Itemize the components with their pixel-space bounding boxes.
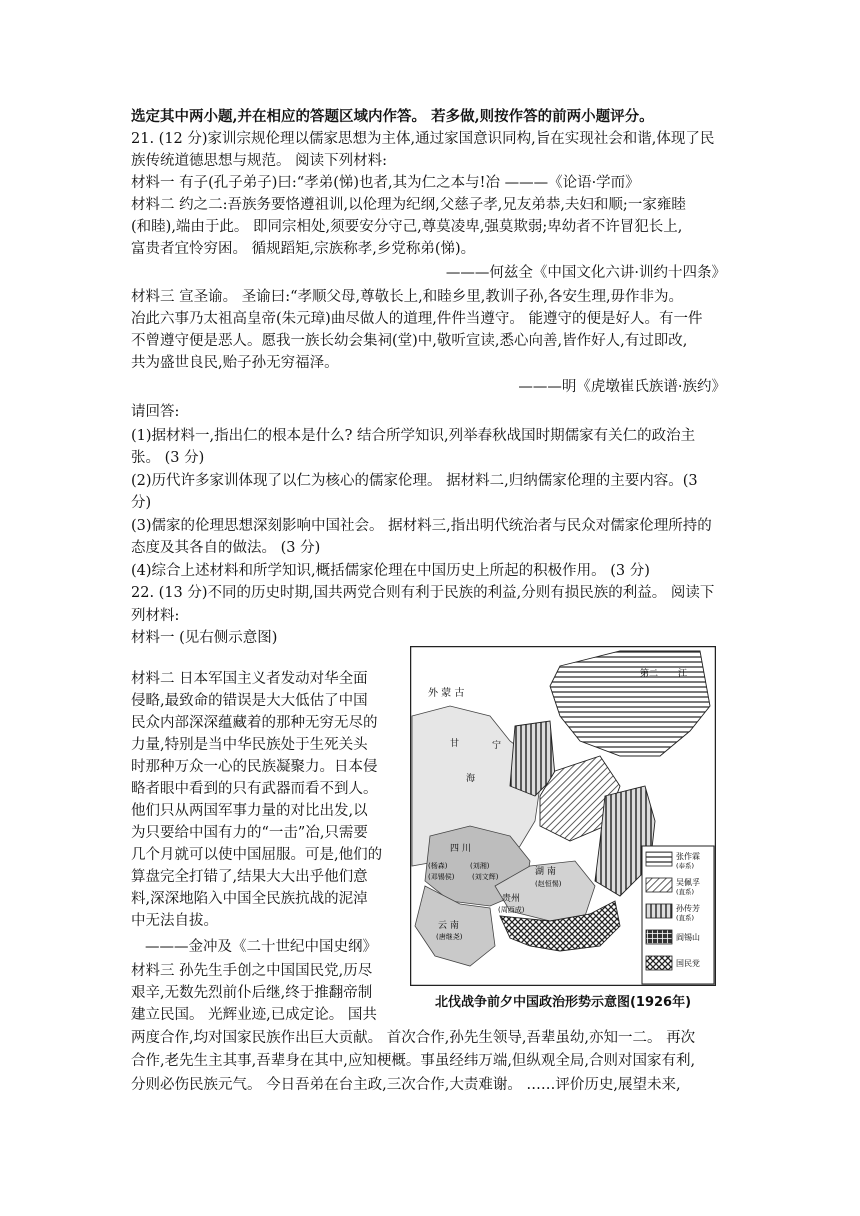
text-line: 侵略,最致命的错误是大大低估了中国 [131,693,368,709]
text-line: 冶此六事乃太祖高皇帝(朱元璋)曲尽做人的道理,件件当遵守。 能遵守的便是好人。有一件 [131,311,703,327]
text-line: (和睦),端由于此。 即同宗相处,须要安分守己,尊莫凌卑,强莫欺弱;卑幼者不许冒犯长上, [131,219,683,235]
label-yunnan: 云 南 [438,921,459,931]
material-2-line: 材料二 约之二:吾族务要恪遵祖训,以伦理为纪纲,父慈子孝,兄友弟恭,夫妇和顺;一家雍睦 [131,197,686,213]
label-tangjiyao: (唐继尧) [436,933,463,941]
q22-heading: 22. (13 分)不同的历史时期,国共两党合则有利于民族的利益,分则有损民族的利益。 阅读下 [131,585,715,601]
legend-name: 张作霖 [676,852,700,861]
label-zhouxicheng: (周西成) [498,906,525,914]
material-3-left: 材料三 孙先生手创之中国国民党,历尽 [131,963,373,979]
label-zhaohengti: (赵恒惕) [535,880,562,888]
material-1-ref: 材料一 (见右侧示意图) [131,630,278,646]
subquestion-1: (1)据材料一,指出仁的根本是什么? 结合所学知识,列举春秋战国时期儒家有关仁的政治主 [131,428,696,444]
label-liuxiang: (刘湘) [470,862,490,870]
label-dier: 第二 [640,669,659,679]
legend-name: 阎锡山 [676,933,700,942]
q21-heading: 21. (12 分)家训宗规伦理以儒家思想为主体,通过家国意识同构,旨在实现社会和谐,体现了民 [131,131,715,147]
label-dengxihou: (邓锡侯) [428,873,455,881]
source-citation: ———金冲及《二十世纪中国史纲》 [145,939,377,955]
text-line: 时那种万众一心的民族凝聚力。日本侵 [131,759,378,775]
material-3-line: 材料三 宣圣谕。 圣谕曰:“孝顺父母,尊敬长上,和睦乡里,教训子孙,各安生理,毋作非为。 [131,289,684,305]
label-waimeng: 外 蒙 古 [428,688,465,699]
text-line: 略者眼中看到的只有武器而看不到人。 [131,781,378,797]
legend-sub: (直系) [676,888,695,896]
text-line: 艰辛,无数先烈前仆后继,终于推翻帝制 [131,985,373,1001]
label-ning: 宁 [492,741,502,751]
china-political-map [410,646,716,986]
text-line: 中无法自拔。 [131,913,218,929]
legend-name: 国民党 [676,959,700,968]
legend-name: 孙传芳 [676,904,700,913]
instruction-line: 选定其中两小题,并在相应的答题区域内作答。 若多做,则按作答的前两小题评分。 [131,108,654,125]
text-line: 分则必伤民族元气。 今日吾弟在台主政,三次合作,大责难谢。 ……评价历史,展望未来, [131,1077,681,1093]
map-caption: 北伐战争前夕中国政治形势示意图(1926年) [434,995,692,1010]
source-citation: ———明《虎墩崔氏族谱·族约》 [518,379,726,395]
text-line: 算盘完全打错了,结果大大出乎他们意 [131,869,368,885]
text-line: 他们只从两国军事力量的对比出发,以 [131,803,368,819]
label-hai: 海 [466,774,476,784]
text-line: 民众内部深深蕴藏着的那种无穷无尽的 [131,715,378,731]
text-line: 力量,特别是当中华民族处于生死关头 [131,737,368,753]
subquestion-4: (4)综合上述材料和所学知识,概括儒家伦理在中国历史上所起的积极作用。 (3 分) [131,563,650,579]
text-line: 建立民国。 光辉业迹,已成定论。 国共 [131,1007,377,1023]
text-line: 富贵者宜怜穷困。 循规蹈矩,宗族称孝,乡党称弟(悌)。 [131,241,476,257]
text-line: 张。 (3 分) [131,450,205,466]
legend-sub: (奉系) [676,862,695,870]
source-citation: ———何兹全《中国文化六讲·训约十四条》 [445,265,726,281]
text-line: 合作,老先生主其事,吾辈身在其中,应知梗概。事虽经纬万端,但纵观全局,合则对国家有利, [131,1053,696,1069]
label-jiang: 江 [678,669,688,679]
text-line: 族传统道德思想与规范。 阅读下列材料: [131,153,387,169]
text-line: 分) [131,495,152,511]
subquestion-2: (2)历代许多家训体现了以仁为核心的儒家伦理。 据材料二,归纳儒家伦理的主要内容。(3 [131,473,698,489]
label-liuwenhui: (刘文辉) [472,873,499,881]
text-line: 不曾遵守便是恶人。愿我一族长幼会集祠(堂)中,敬听宣读,悉心向善,皆作好人,有过即改, [131,333,688,349]
text-line: 料,深深地陷入中国全民族抗战的泥淖 [131,891,368,907]
question-prompt: 请回答: [131,404,180,420]
material-1-line: 材料一 有子(孔子弟子)曰:“孝弟(悌)也者,其为仁之本与!冶 ———《论语·学而》 [131,175,640,191]
label-sichuan: 四 川 [450,844,471,854]
text-line: 几个月就可以使中国屈服。可是,他们的 [131,847,383,863]
label-yangsen: (杨森) [428,862,448,870]
text-line: 列材料: [131,608,180,624]
text-line: 为只要给中国有力的“一击”冶,只需要 [131,825,368,841]
label-guizhou: 贵州 [502,894,521,904]
text-line: 两度合作,均对国家民族作出巨大贡献。 首次合作,孙先生领导,吾辈虽幼,亦知一二。 再次 [131,1030,696,1046]
material-2-left: 材料二 日本军国主义者发动对华全面 [131,671,368,687]
label-hunan: 湖 南 [535,867,556,877]
legend-sub: (直系) [676,914,695,922]
subquestion-3: (3)儒家的伦理思想深刻影响中国社会。 据材料三,指出明代统治者与民众对儒家伦理所持的 [131,518,712,534]
text-line: 共为盛世良民,贻子孙无穷福泽。 [131,355,339,371]
label-gan: 甘 [450,739,460,749]
legend-name: 吴佩孚 [676,878,700,887]
text-line: 态度及其各自的做法。 (3 分) [131,540,321,556]
